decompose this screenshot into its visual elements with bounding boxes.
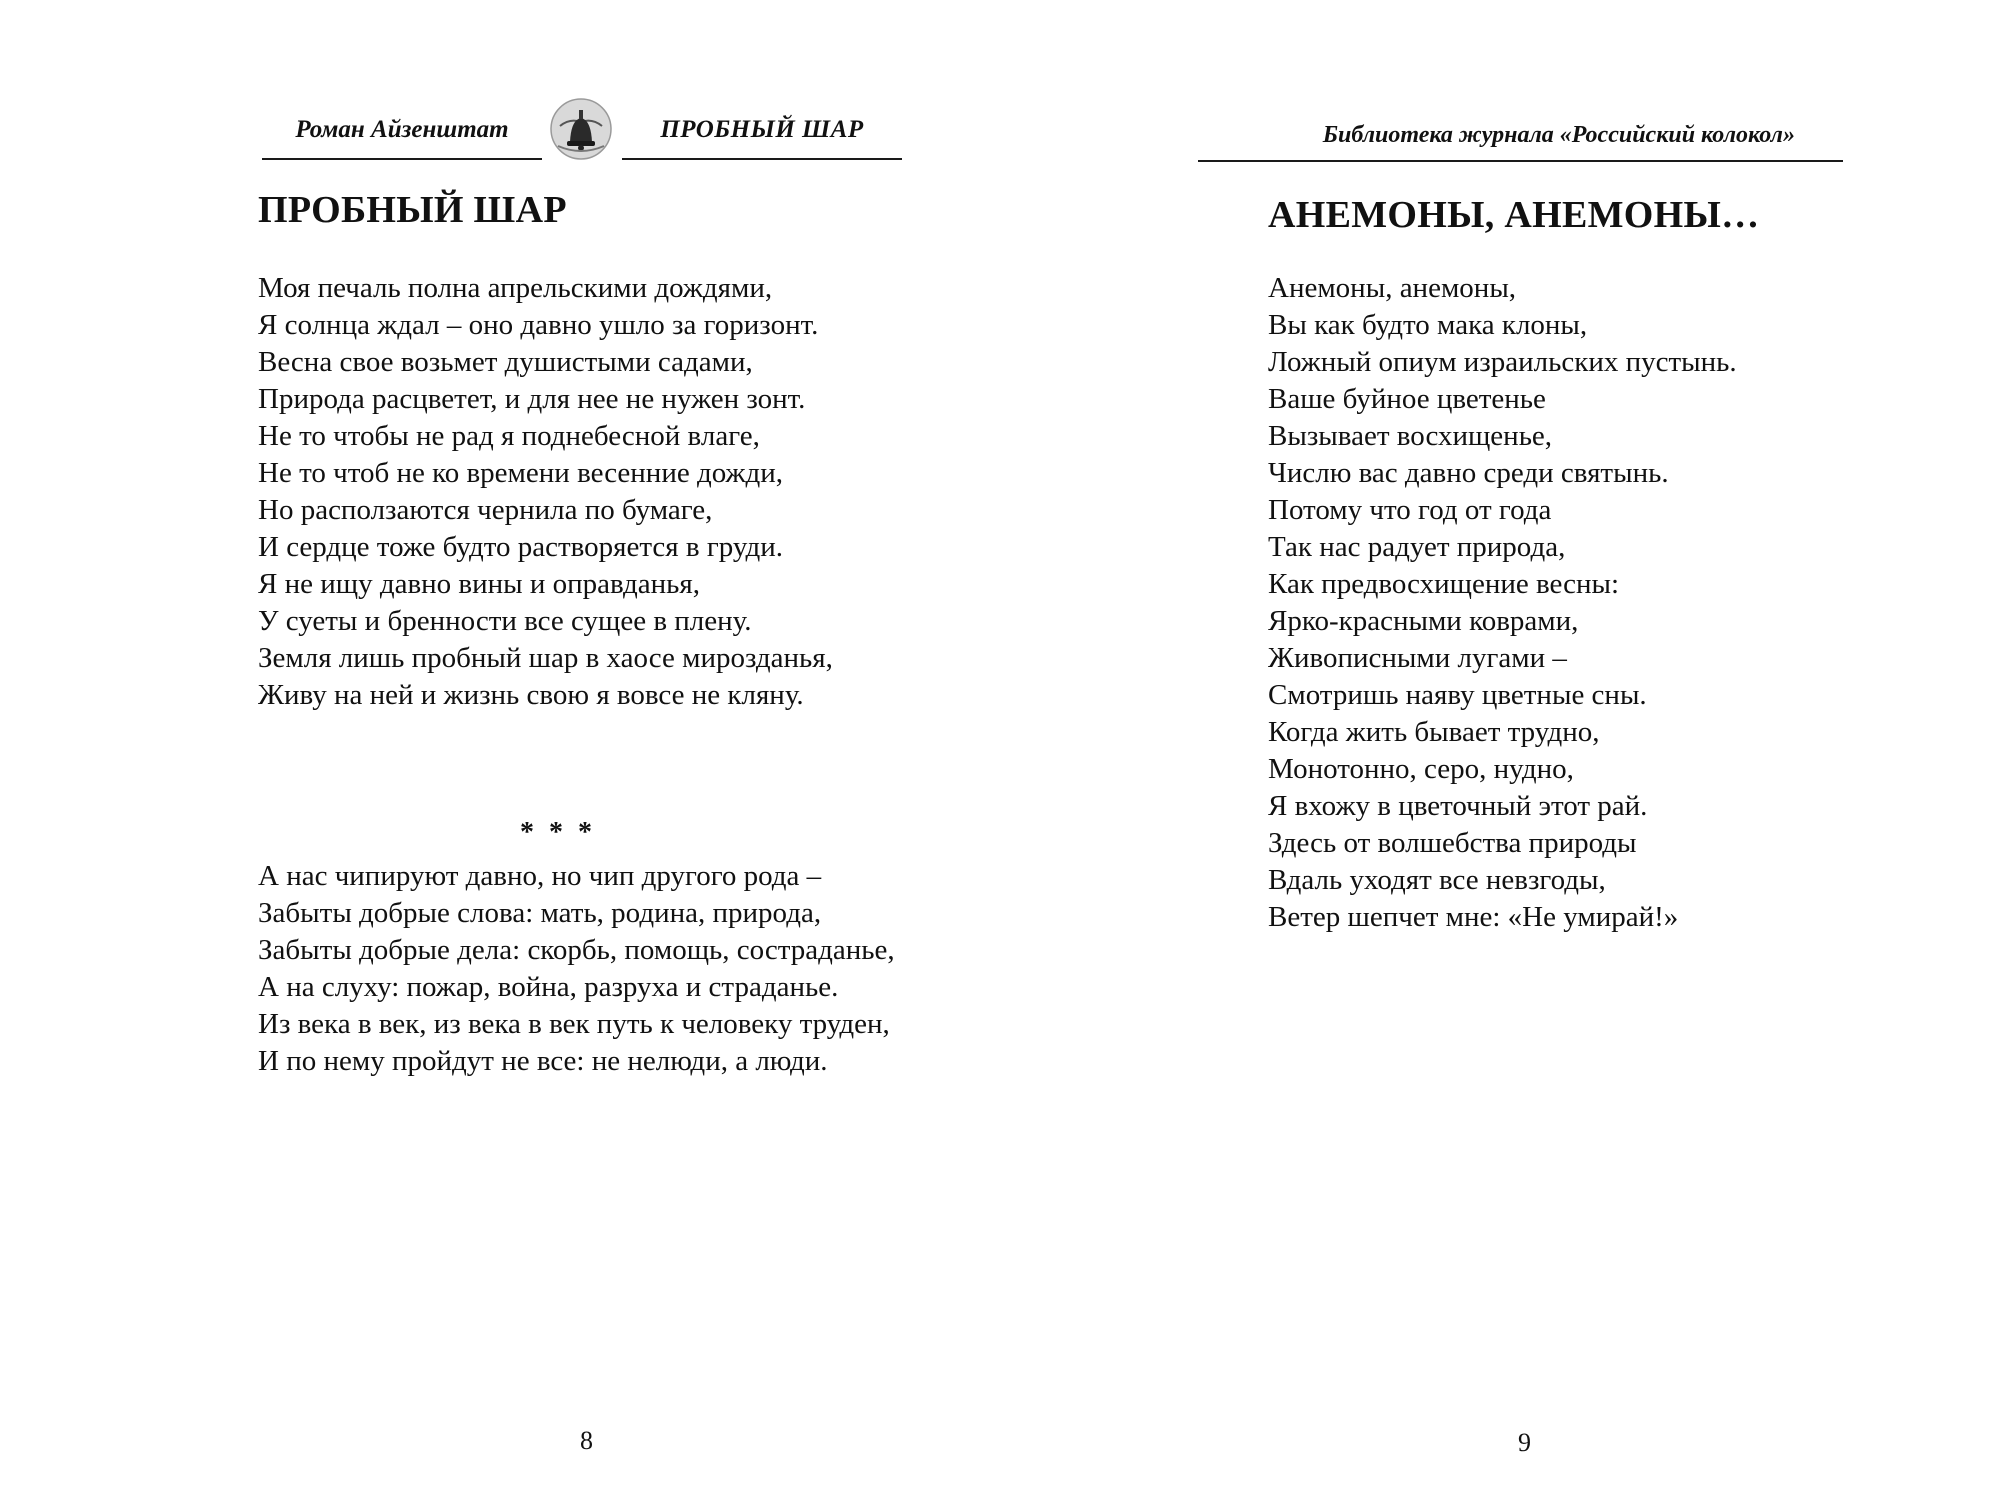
verse-line: Вдаль уходят все невзгоды, xyxy=(1268,864,1606,896)
poem-title: АНЕМОНЫ, АНЕМОНЫ… xyxy=(1268,194,1760,236)
poem-stanza xyxy=(258,270,833,714)
verse-line: Вы как будто мака клоны, xyxy=(1268,309,1588,341)
verse-line: Земля лишь пробный шар в хаосе мирозданья, xyxy=(258,642,833,674)
verse-line: Когда жить бывает трудно, xyxy=(1268,716,1600,748)
verse-line: Забыты добрые дела: скорбь, помощь, состраданье, xyxy=(258,934,895,966)
verse-line: У суеты и бренности все сущее в плену. xyxy=(258,605,752,637)
verse-line: Ярко-красными коврами, xyxy=(1268,605,1579,637)
verse-line: Не то чтоб не ко времени весенние дожди, xyxy=(258,457,784,489)
verse-line: Природа расцветет, и для нее не нужен зонт. xyxy=(258,383,806,415)
running-header-book-title: ПРОБНЫЙ ШАР xyxy=(660,116,864,143)
verse-line: Но расползаются чернила по бумаге, xyxy=(258,494,713,526)
verse-line: И сердце тоже будто растворяется в груди. xyxy=(258,531,784,563)
verse-line: Вызывает восхищенье, xyxy=(1268,420,1553,452)
running-header-author: Роман Айзенштат xyxy=(295,116,509,143)
page-number: 9 xyxy=(1518,1428,1531,1457)
verse-line: Не то чтобы не рад я поднебесной влаге, xyxy=(258,420,760,452)
verse-line: Как предвосхищение весны: xyxy=(1268,568,1620,600)
verse-line: Ветер шепчет мне: «Не умирай!» xyxy=(1268,901,1679,933)
header-rule xyxy=(1198,160,1843,162)
right-page xyxy=(1000,0,2000,1509)
verse-line: Смотришь наяву цветные сны. xyxy=(1268,679,1647,711)
verse-line: Из века в век, из века в век путь к человеку труден, xyxy=(258,1008,890,1040)
verse-line: Моя печаль полна апрельскими дождями, xyxy=(258,272,773,304)
verse-line: Живу на ней и жизнь свою я вовсе не кляну. xyxy=(258,679,804,711)
running-header-library: Библиотека журнала «Российский колокол» xyxy=(1322,122,1795,148)
verse-line: И по нему пройдут не все: не нелюди, а люди. xyxy=(258,1045,828,1077)
poem-stanza xyxy=(258,858,895,1080)
verse-line: Ваше буйное цветенье xyxy=(1268,383,1546,415)
poem-stanza xyxy=(1268,270,1737,936)
verse-line: Потому что год от года xyxy=(1268,494,1552,526)
verse-line: Я не ищу давно вины и оправданья, xyxy=(258,568,700,600)
verse-line: Живописными лугами – xyxy=(1268,642,1567,674)
verse-line: Числю вас давно среди святынь. xyxy=(1268,457,1669,489)
header-rule-right xyxy=(622,158,902,160)
header-rule-left xyxy=(262,158,542,160)
page-number: 8 xyxy=(580,1426,593,1455)
verse-line: Монотонно, серо, нудно, xyxy=(1268,753,1574,785)
poem-title: ПРОБНЫЙ ШАР xyxy=(258,189,567,231)
verse-line: А нас чипируют давно, но чип другого рода – xyxy=(258,860,822,892)
verse-line: А на слуху: пожар, война, разруха и страданье. xyxy=(258,971,839,1003)
section-separator: * * * xyxy=(520,817,596,848)
verse-line: Анемоны, анемоны, xyxy=(1268,272,1517,304)
verse-line: Здесь от волшебства природы xyxy=(1268,827,1637,859)
verse-line: Забыты добрые слова: мать, родина, природа, xyxy=(258,897,822,929)
verse-line: Я солнца ждал – оно давно ушло за горизонт. xyxy=(258,309,819,341)
verse-line: Ложный опиум израильских пустынь. xyxy=(1268,346,1737,378)
verse-line: Так нас радует природа, xyxy=(1268,531,1566,563)
verse-line: Я вхожу в цветочный этот рай. xyxy=(1268,790,1648,822)
verse-line: Весна свое возьмет душистыми садами, xyxy=(258,346,753,378)
bell-icon xyxy=(548,96,614,162)
